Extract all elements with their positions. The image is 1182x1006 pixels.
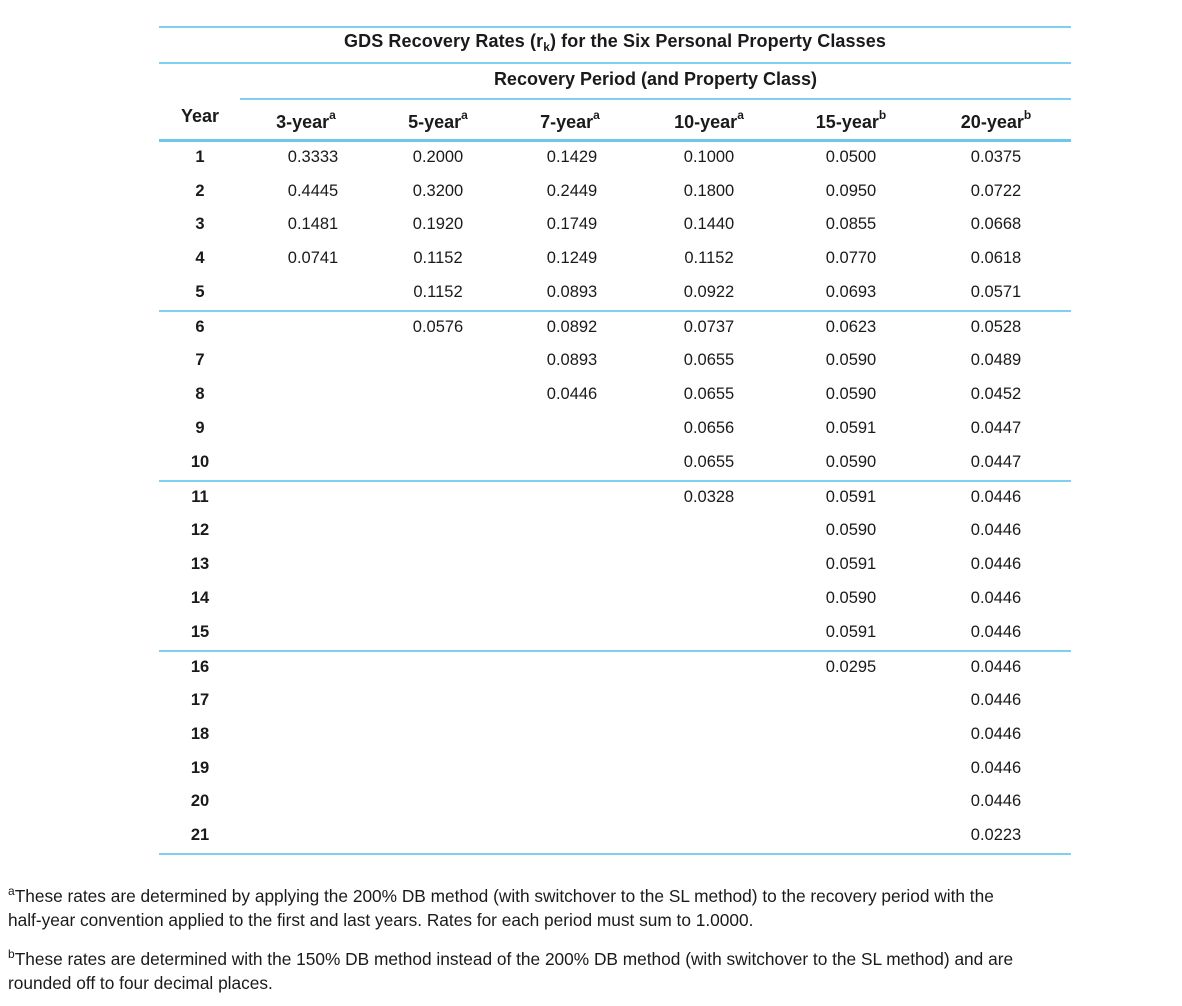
rate-cell: 0.0446 xyxy=(970,792,1022,810)
year-cell: 4 xyxy=(195,249,205,267)
rate-cell: 0.3333 xyxy=(287,148,339,166)
footnote-a-mark: a xyxy=(8,884,15,898)
rate-cell: 0.0295 xyxy=(825,658,877,676)
group-rule-5 xyxy=(159,310,1071,312)
rate-cell: 0.0446 xyxy=(970,555,1022,573)
rate-cell: 0.0892 xyxy=(546,318,598,336)
rate-cell: 0.0656 xyxy=(683,419,735,437)
year-column-header: Year xyxy=(180,106,220,126)
subtitle-bottom-rule xyxy=(240,98,1071,100)
rate-cell: 0.0893 xyxy=(546,283,598,301)
year-cell: 7 xyxy=(195,351,205,369)
footnote-b xyxy=(8,947,1178,995)
rate-cell: 0.0452 xyxy=(970,385,1022,403)
rate-cell: 0.1152 xyxy=(413,283,463,301)
year-cell: 10 xyxy=(190,453,210,471)
column-header-5-year: 5-year$^a$ xyxy=(408,108,468,132)
year-cell: 8 xyxy=(195,385,205,403)
footnote-a-line2: half-year convention applied to the first and last years. Rates for each period must sum to 1.0000. xyxy=(8,910,754,930)
year-cell: 2 xyxy=(195,182,205,200)
year-cell: 15 xyxy=(190,623,210,641)
year-cell: 18 xyxy=(190,725,210,743)
rate-cell: 0.0655 xyxy=(683,385,735,403)
rate-cell: 0.0446 xyxy=(970,488,1022,506)
footnote-a xyxy=(8,884,1178,932)
year-cell: 16 xyxy=(190,658,210,676)
year-cell: 19 xyxy=(190,759,210,777)
year-cell: 6 xyxy=(195,318,205,336)
rate-cell: 0.0655 xyxy=(683,453,735,471)
table-top-rule xyxy=(159,26,1071,28)
rate-cell: 0.2000 xyxy=(412,148,464,166)
rate-cell: 0.0591 xyxy=(825,488,877,506)
rate-cell: 0.0590 xyxy=(825,589,877,607)
rate-cell: 0.0741 xyxy=(287,249,339,267)
year-cell: 21 xyxy=(190,826,210,844)
year-cell: 12 xyxy=(190,521,210,539)
rate-cell: 0.0950 xyxy=(825,182,877,200)
rate-cell: 0.0446 xyxy=(970,658,1022,676)
footnote-b-line2: rounded off to four decimal places. xyxy=(8,973,273,993)
rate-cell: 0.0655 xyxy=(683,351,735,369)
table-bottom-rule xyxy=(159,853,1071,855)
rate-cell: 0.0591 xyxy=(825,623,877,641)
rate-cell: 0.0590 xyxy=(825,351,877,369)
table-subtitle: Recovery Period (and Property Class) xyxy=(493,69,818,89)
rate-cell: 0.3200 xyxy=(412,182,464,200)
rate-cell: 0.0446 xyxy=(970,623,1022,641)
column-header-15-year: 15-year$^b$ xyxy=(815,108,887,132)
rate-cell: 0.4445 xyxy=(287,182,339,200)
rate-cell: 0.0693 xyxy=(825,283,877,301)
rate-cell: 0.1152 xyxy=(413,249,463,267)
rate-cell: 0.0737 xyxy=(683,318,735,336)
year-cell: 13 xyxy=(190,555,210,573)
rate-cell: 0.0591 xyxy=(825,555,877,573)
column-header-7-year: 7-year$^a$ xyxy=(540,108,600,132)
rate-cell: 0.0223 xyxy=(970,826,1022,844)
group-rule-15 xyxy=(159,650,1071,652)
year-cell: 11 xyxy=(191,488,209,506)
rate-cell: 0.0590 xyxy=(825,521,877,539)
year-cell: 9 xyxy=(195,419,205,437)
rate-cell: 0.0855 xyxy=(825,215,877,233)
rate-cell: 0.0590 xyxy=(825,385,877,403)
rate-cell: 0.1429 xyxy=(546,148,598,166)
rate-cell: 0.0446 xyxy=(546,385,598,403)
year-cell: 14 xyxy=(190,589,210,607)
rate-cell: 0.0446 xyxy=(970,691,1022,709)
column-header-20-year: 20-year$^b$ xyxy=(960,108,1032,132)
rate-cell: 0.1481 xyxy=(287,215,339,233)
rate-cell: 0.2449 xyxy=(546,182,598,200)
rate-cell: 0.0447 xyxy=(970,453,1022,471)
footnote-a-line1: $^a$These rates are determined by applying the 200% DB method (with switchover to the SL method) to the recovery period with the xyxy=(8,884,994,906)
rate-cell: 0.1152 xyxy=(684,249,734,267)
rate-cell: 0.0623 xyxy=(825,318,877,336)
year-cell: 17 xyxy=(190,691,210,709)
rate-cell: 0.1800 xyxy=(683,182,735,200)
rate-cell: 0.0328 xyxy=(683,488,735,506)
rate-cell: 0.1000 xyxy=(683,148,735,166)
rate-cell: 0.0770 xyxy=(825,249,877,267)
footnote-b-line1: $^b$These rates are determined with the 150% DB method instead of the 200% DB method (with switchover to the SL method) and are xyxy=(8,947,1014,969)
rate-cell: 0.0618 xyxy=(970,249,1022,267)
column-header-10-year: 10-year$^a$ xyxy=(674,108,744,132)
rate-cell: 0.0500 xyxy=(825,148,877,166)
header-bottom-rule xyxy=(159,139,1071,142)
column-header-3-year: 3-year$^a$ xyxy=(276,108,336,132)
group-rule-10 xyxy=(159,480,1071,482)
table-title: GDS Recovery Rates $(r_k)$ for the Six Personal Property Classes xyxy=(344,31,886,54)
year-cell: 3 xyxy=(195,215,205,233)
year-cell: 1 xyxy=(195,148,205,166)
rate-cell: 0.0375 xyxy=(970,148,1022,166)
rate-cell: 0.0590 xyxy=(825,453,877,471)
rate-cell: 0.0576 xyxy=(412,318,464,336)
rate-cell: 0.0571 xyxy=(970,283,1022,301)
rate-cell: 0.0528 xyxy=(970,318,1022,336)
rate-cell: 0.0446 xyxy=(970,589,1022,607)
rate-cell: 0.0446 xyxy=(970,759,1022,777)
rate-cell: 0.0591 xyxy=(825,419,877,437)
rate-cell: 0.1920 xyxy=(412,215,464,233)
rate-cell: 0.1749 xyxy=(546,215,598,233)
rate-cell: 0.0668 xyxy=(970,215,1022,233)
footnote-b-mark: b xyxy=(8,947,15,961)
rate-cell: 0.1249 xyxy=(546,249,598,267)
year-cell: 5 xyxy=(195,283,205,301)
rate-cell: 0.0446 xyxy=(970,725,1022,743)
rate-cell: 0.0489 xyxy=(970,351,1022,369)
rate-cell: 0.0447 xyxy=(970,419,1022,437)
rate-cell: 0.0893 xyxy=(546,351,598,369)
rate-cell: 0.0446 xyxy=(970,521,1022,539)
title-bottom-rule xyxy=(159,62,1071,64)
year-cell: 20 xyxy=(190,792,210,810)
rate-cell: 0.0922 xyxy=(683,283,735,301)
rate-cell: 0.0722 xyxy=(970,182,1022,200)
rate-cell: 0.1440 xyxy=(683,215,735,233)
